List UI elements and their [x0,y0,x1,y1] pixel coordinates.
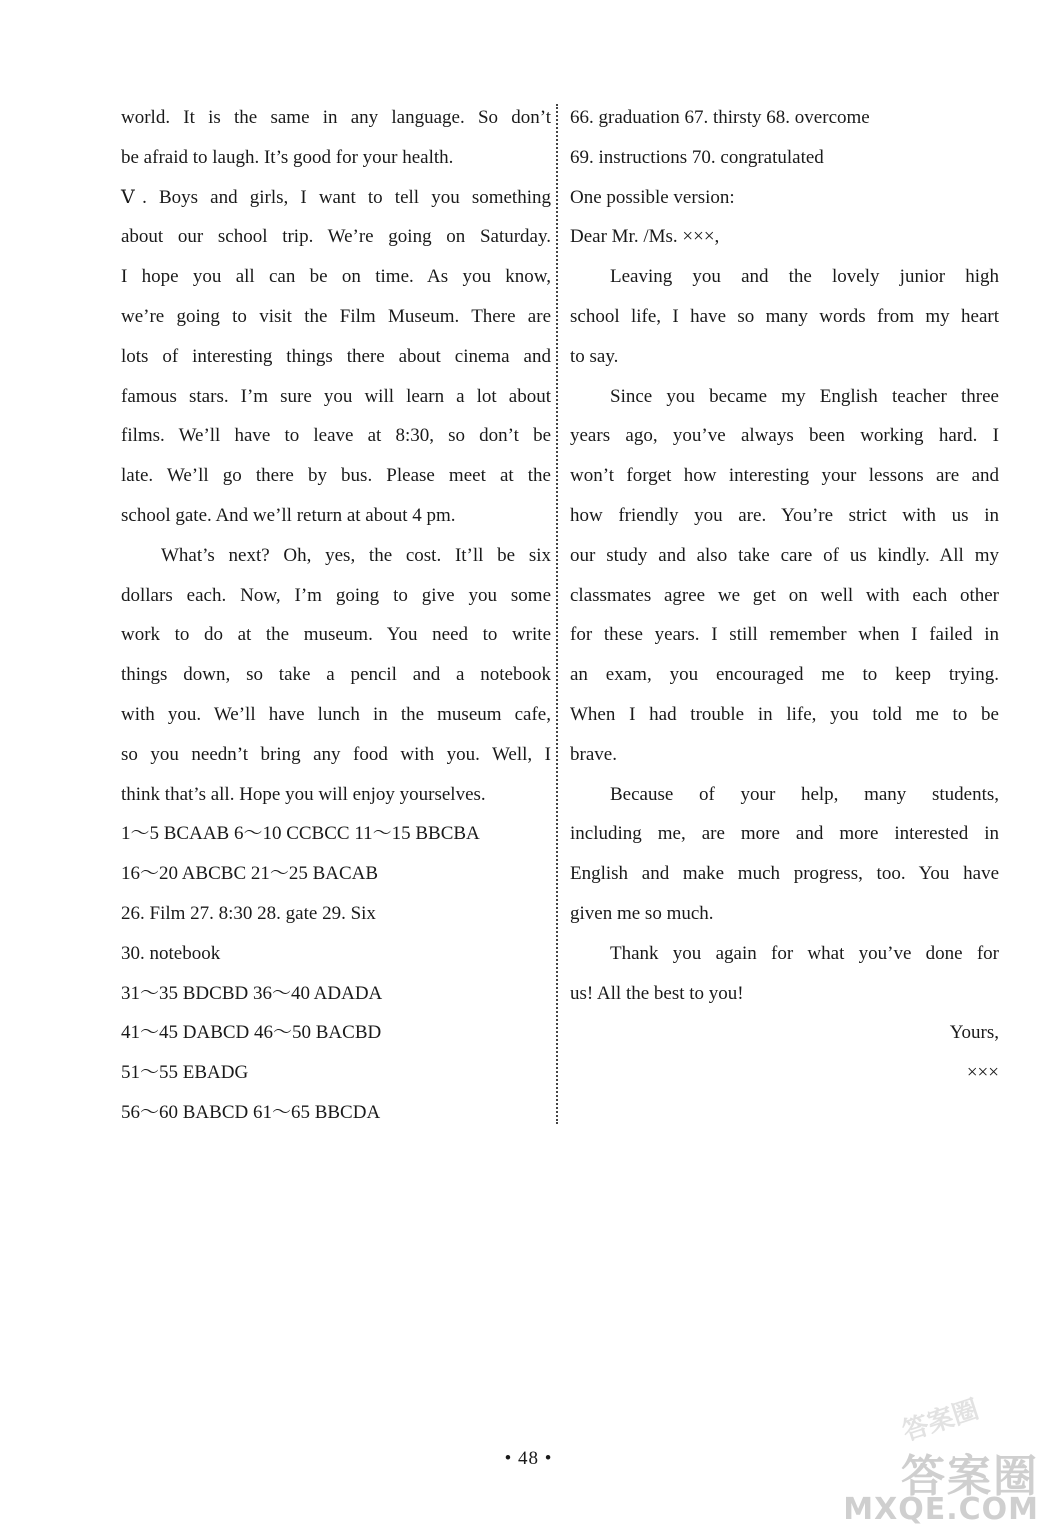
text-line: including me, are more and more interested in [570,823,999,845]
text-line: about our school trip. We’re going on Saturday. [121,226,551,248]
answer-line: 30. notebook [121,942,221,964]
text-line: films. We’ll have to leave at 8:30, so don’t be [121,425,551,447]
page-number: • 48 • [504,1448,553,1469]
answer-line: 1～5 BCAAB 6～10 CCBCC 11～15 BBCBA [121,823,480,845]
version-label: One possible version: [570,186,735,208]
text-line: given me so much. [570,902,714,924]
answer-line: 41～45 DABCD 46～50 BACBD [121,1022,382,1044]
text-line: famous stars. I’m sure you will learn a lot about [121,385,551,407]
answer-line: 31～35 BDCBD 36～40 ADADA [121,982,383,1004]
text-line: classmates agree we get on well with each other [570,584,999,606]
text-line: us! All the best to you! [570,982,744,1004]
letter-salutation: Dear Mr. /Ms. ×××, [570,226,720,248]
text-line: school life, I have so many words from my heart [570,305,999,327]
text-line: our study and also take care of us kindly. All my [570,544,999,566]
text-line: Leaving you and the lovely junior high [610,266,999,288]
text-line: for these years. I still remember when I failed in [570,624,999,646]
text-line: lots of interesting things there about cinema and [121,345,551,367]
text-line: Because of your help, many students, [610,783,999,805]
text-line: school gate. And we’ll return at about 4 pm. [121,504,456,526]
text-line: late. We’ll go there by bus. Please meet at the [121,465,551,487]
letter-closing: Yours, [949,1022,999,1044]
text-line: an exam, you encouraged me to keep trying. [570,664,999,686]
answer-line: 26. Film 27. 8:30 28. gate 29. Six [121,902,376,924]
text-line: world. It is the same in any language. So don’t [121,107,551,128]
text-line: I hope you all can be on time. As you know, [121,266,551,288]
answer-line: 16～20 ABCBC 21～25 BACAB [121,863,379,885]
text-line: be afraid to laugh. It’s good for your health. [121,146,454,168]
text-line: dollars each. Now, I’m going to give you some [121,584,551,606]
text-line: Ⅴ. Boys and girls, I want to tell you something [121,186,551,208]
watermark-mid-text: 答案圈 [901,1451,1039,1502]
text-line: think that’s all. Hope you will enjoy yourselves. [121,783,486,805]
answer-line: 51～55 EBADG [121,1062,249,1084]
text-line: When I had trouble in life, you told me to be [570,703,999,725]
text-line: to say. [570,345,619,367]
letter-signature: ××× [966,1062,999,1084]
text-line: we’re going to visit the Film Museum. There are [121,305,551,327]
text-line: Since you became my English teacher three [610,385,999,407]
answer-line: 66. graduation 67. thirsty 68. overcome [570,107,870,128]
right-column [570,98,999,1093]
text-line: years ago, you’ve always been working hard. I [570,425,999,447]
text-line: Thank you again for what you’ve done for [610,942,999,964]
text-line: things down, so take a pencil and a notebook [121,664,551,686]
text-line: won’t forget how interesting your lessons are and [570,465,999,487]
text-line: What’s next? Oh, yes, the cost. It’ll be six [161,544,551,566]
column-divider [556,104,558,1124]
text-line: work to do at the museum. You need to write [121,624,551,646]
answer-line: 56～60 BABCD 61～65 BBCDA [121,1101,381,1123]
text-line: with you. We’ll have lunch in the museum cafe, [121,703,551,725]
watermark-url-text: MXQE.COM [843,1492,1039,1527]
answer-line: 69. instructions 70. congratulated [570,146,824,168]
text-line: how friendly you are. You’re strict with us in [570,504,999,526]
left-column [121,98,551,1133]
text-line: brave. [570,743,617,765]
watermark-logo [809,1394,1039,1530]
text-line: English and make much progress, too. You have [570,863,999,885]
text-line: so you needn’t bring any food with you. Well, I [121,743,551,765]
watermark-top-text: 答案圈 [899,1394,983,1448]
